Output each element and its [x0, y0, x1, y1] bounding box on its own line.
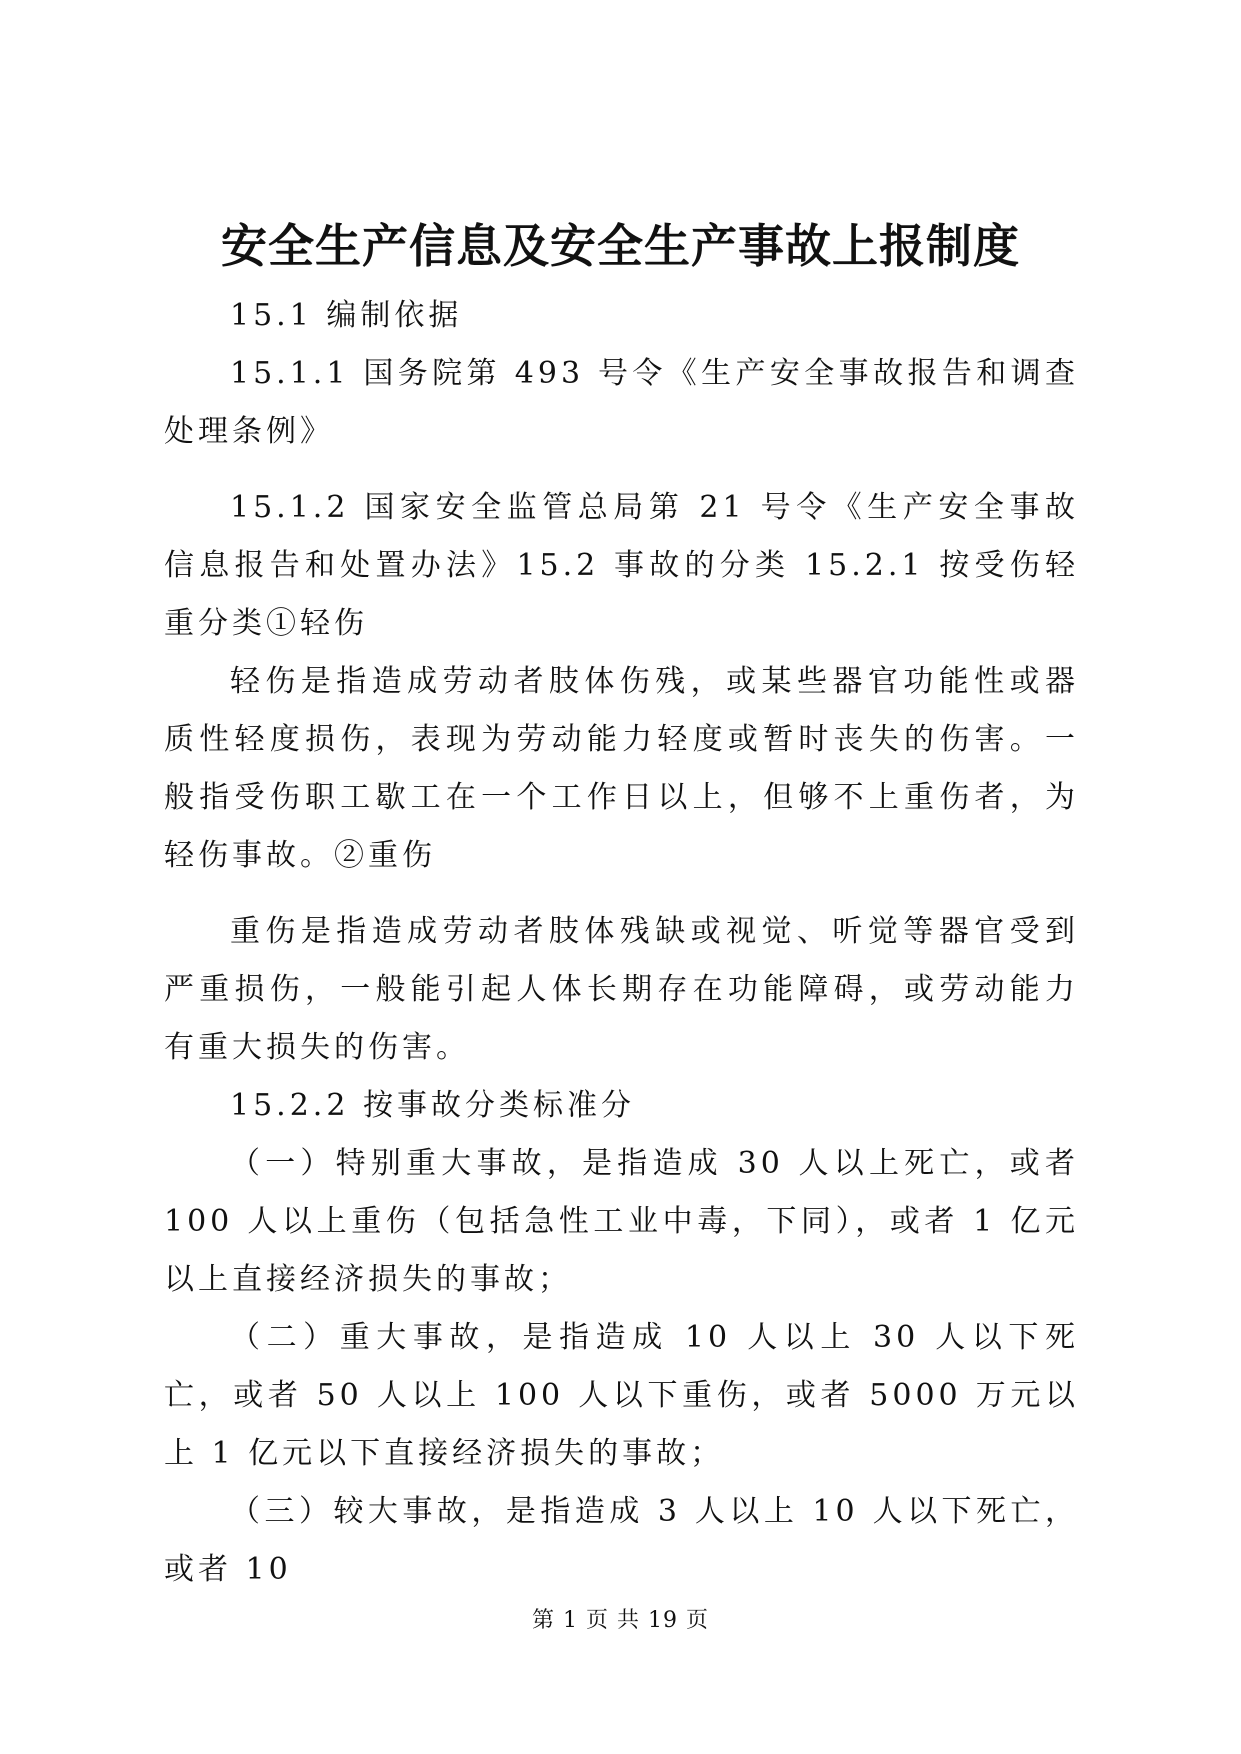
paragraph-classification-heading: 15.2.2 按事故分类标准分 [230, 1088, 635, 1123]
paragraph-minor-injury: 轻伤是指造成劳动者肢体伤残，或某些器官功能性或器质性轻度损伤，表现为劳动能力轻度或暂时丧失的伤害。一般指受伤职工歇工在一个工作日以上，但够不上重伤者，为轻伤事故。②重伤 [164, 664, 1079, 873]
paragraph-class-3: （三）较大事故，是指造成 3 人以上 10 人以下死亡，或者 10 [164, 1494, 1079, 1587]
paragraph-class-2: （二）重大事故，是指造成 10 人以上 30 人以下死亡，或者 50 人以上 100 人以下重伤，或者 5000 万元以上 1 亿元以下直接经济损失的事故； [164, 1320, 1079, 1471]
paragraph-basis-1: 15.1.1 国务院第 493 号令《生产安全事故报告和调查处理条例》 [164, 356, 1079, 449]
paragraph-serious-injury: 重伤是指造成劳动者肢体残缺或视觉、听觉等器官受到严重损伤，一般能引起人体长期存在功能障碍，或劳动能力有重大损失的伤害。 [164, 914, 1079, 1065]
document-body [164, 287, 1079, 1599]
document-title: 安全生产信息及安全生产事故上报制度 [221, 219, 1020, 273]
paragraph-class-1: （一）特别重大事故，是指造成 30 人以上死亡，或者 100 人以上重伤（包括急性工业中毒，下同），或者 1 亿元以上直接经济损失的事故； [164, 1146, 1079, 1297]
paragraph-basis-heading: 15.1 编制依据 [230, 298, 463, 333]
paragraph-basis-2: 15.1.2 国家安全监管总局第 21 号令《生产安全事故信息报告和处置办法》15.2 事故的分类 15.2.1 按受伤轻重分类①轻伤 [164, 490, 1079, 641]
page-number-footer: 第 1 页 共 19 页 [532, 1608, 709, 1633]
